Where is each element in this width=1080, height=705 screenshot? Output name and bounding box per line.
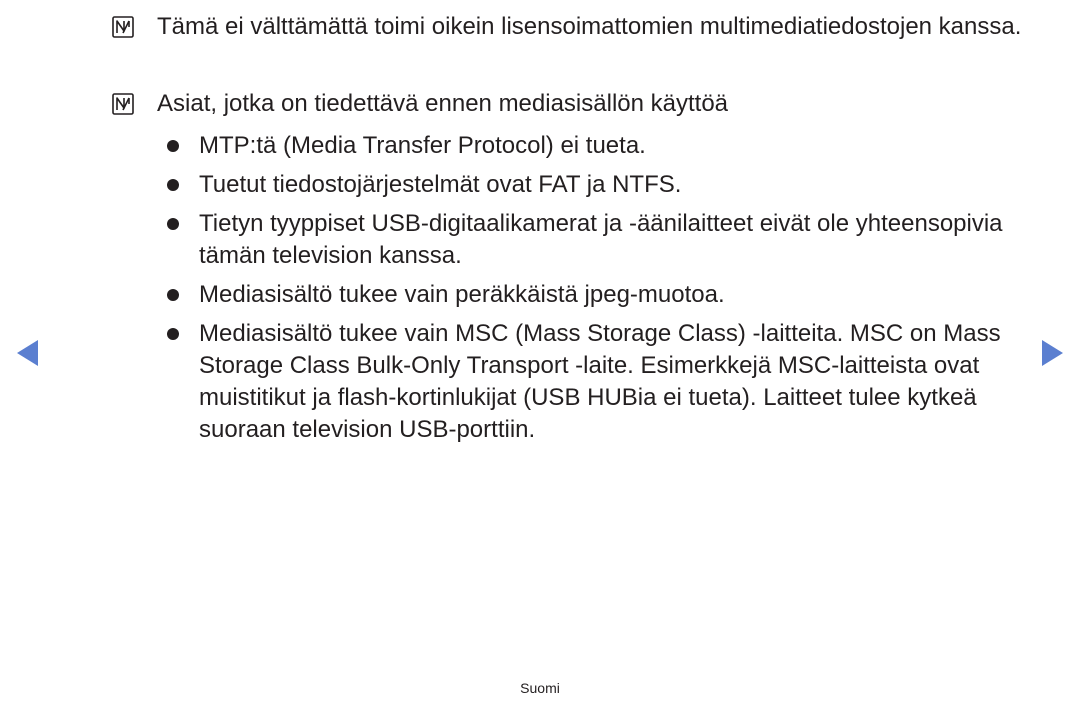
note-icon [112,16,134,38]
previous-page-button[interactable] [17,340,38,366]
list-item [165,279,1045,311]
bullet-dot-icon [167,328,179,340]
list-item [165,318,1045,446]
list-item-text: Mediasisältö tukee vain MSC (Mass Storage Class) -laitteita. MSC on Mass Storage Class Bulk-Only Transport -laite. Esimerkkejä MSC-laitteista ovat muistitikut ja flash-kortinlukijat (USB HUBia ei tueta). Laitteet tulee kytkeä suoraan television USB-porttiin. [199,320,1001,443]
note-icon [112,93,134,115]
bullet-dot-icon [167,140,179,152]
bullet-dot-icon [167,218,179,230]
note-1 [112,10,1027,43]
note-2 [112,87,1027,120]
list-item-text: Tietyn tyyppiset USB-digitaalikamerat ja -äänilaitteet eivät ole yhteensopivia tämän television kanssa. [199,210,1003,269]
list-item-text: Tuetut tiedostojärjestelmät ovat FAT ja NTFS. [199,171,682,198]
list-item-text: Mediasisältö tukee vain peräkkäistä jpeg-muotoa. [199,281,725,308]
footer-language: Suomi [520,680,560,696]
list-item-text: MTP:tä (Media Transfer Protocol) ei tueta. [199,132,646,159]
list-item [165,130,1045,162]
note-text: Asiat, jotka on tiedettävä ennen mediasisällön käyttöä [157,90,729,117]
bullet-list [165,130,1045,453]
note-text: Tämä ei välttämättä toimi oikein lisensoimattomien multimediatiedostojen kanssa. [157,13,1022,40]
next-page-button[interactable] [1042,340,1063,366]
bullet-dot-icon [167,289,179,301]
list-item [165,208,1045,272]
bullet-dot-icon [167,179,179,191]
list-item [165,169,1045,201]
